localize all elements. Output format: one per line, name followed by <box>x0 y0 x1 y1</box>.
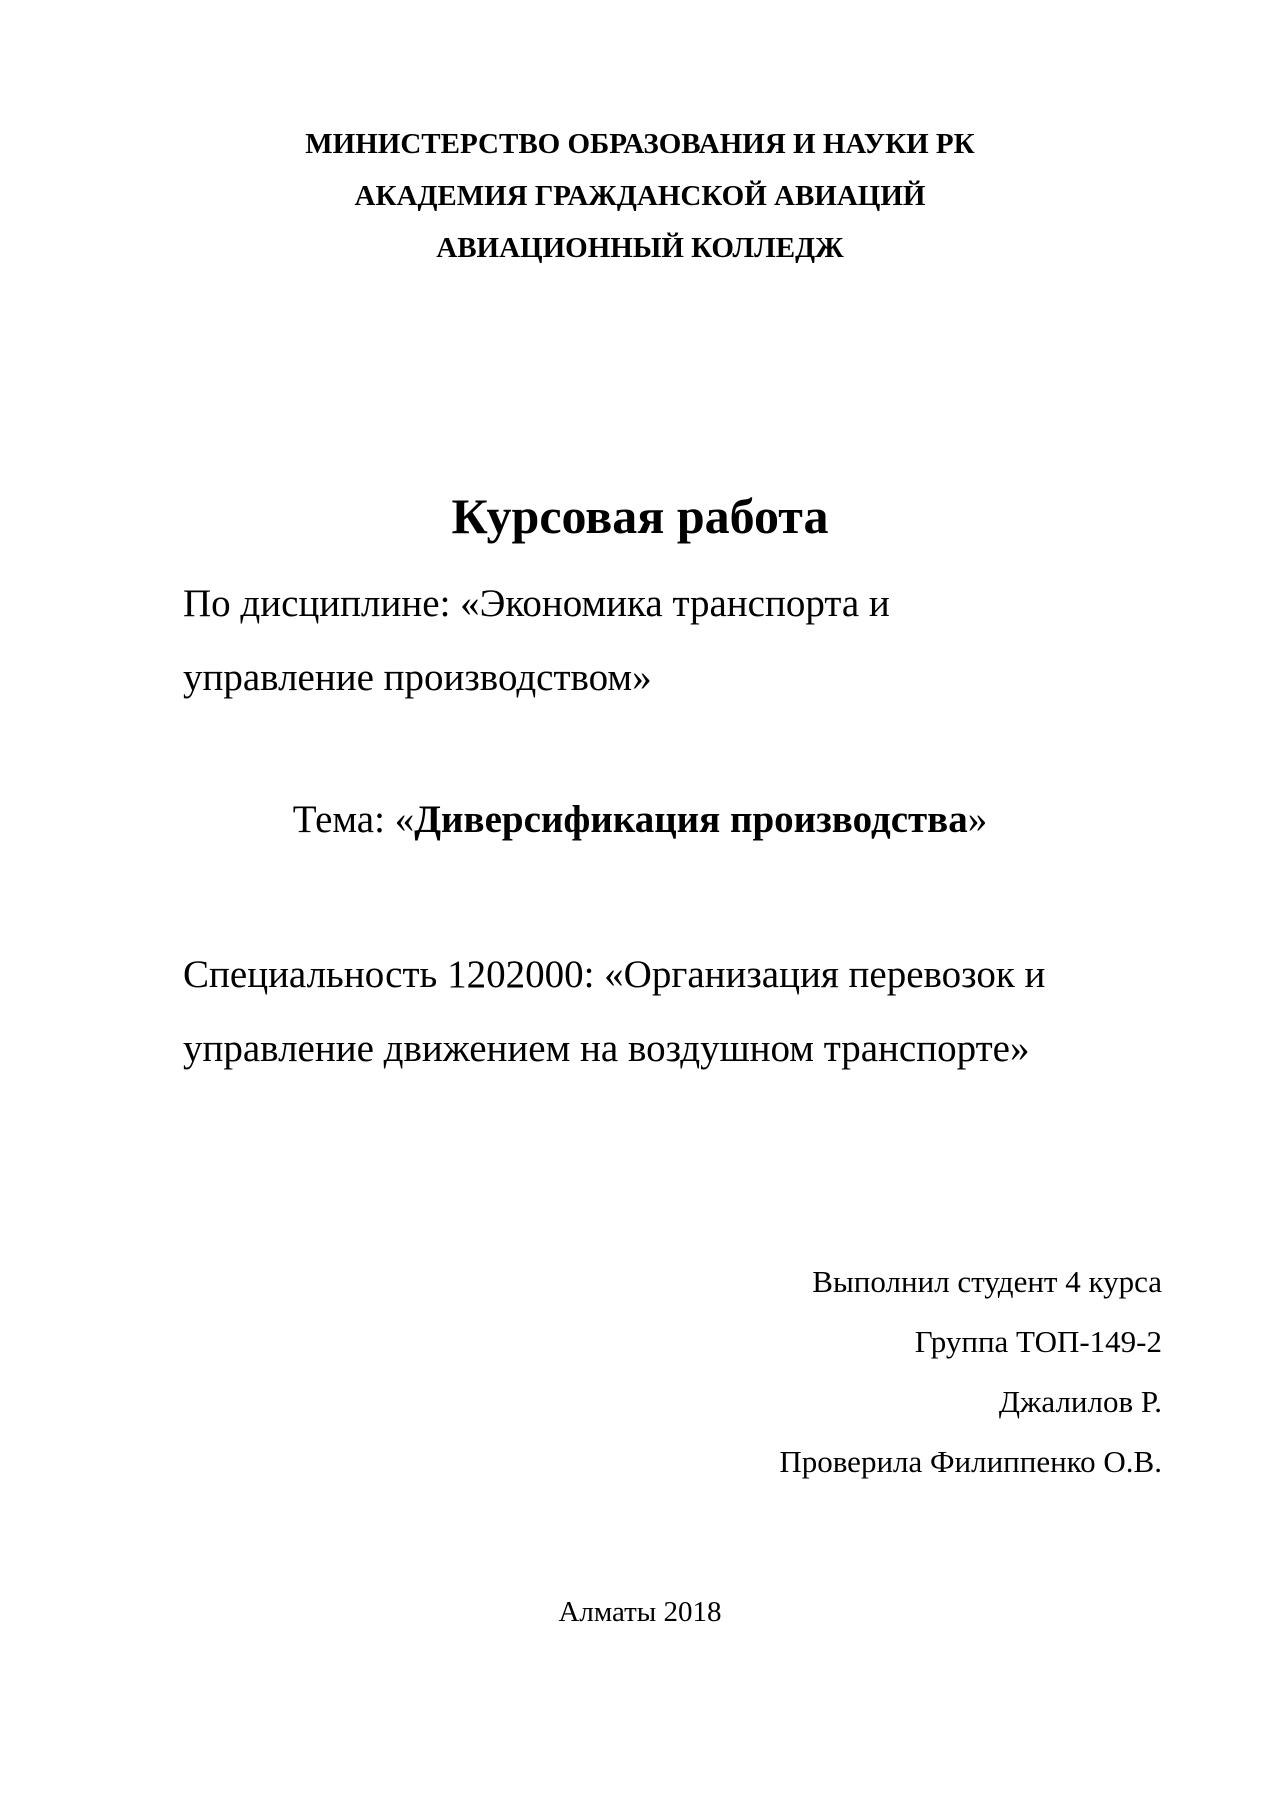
ministry-name: МИНИСТЕРСТВО ОБРАЗОВАНИЯ И НАУКИ РК <box>305 128 975 160</box>
student-course: Выполнил студент 4 курса <box>812 1264 1162 1299</box>
theme-line <box>0 790 1280 850</box>
theme-prefix: Тема: « <box>292 798 415 841</box>
college-name: АВИАЦИОННЫЙ КОЛЛЕДЖ <box>436 232 844 264</box>
student-group: Группа ТОП-149-2 <box>914 1324 1162 1359</box>
author-info <box>462 1252 1162 1492</box>
document-title: Курсовая работа <box>451 488 829 544</box>
reviewer-name: Проверила Филиппенко О.В. <box>779 1444 1162 1479</box>
discipline-line-2: управление производством» <box>183 656 652 699</box>
academy-name: АКАДЕМИЯ ГРАЖДАНСКОЙ АВИАЦИЙ <box>354 180 926 212</box>
specialty-line-2: управление движением на воздушном транспорте» <box>183 1027 1030 1070</box>
specialty-line-1: Специальность 1202000: «Организация перевозок и <box>183 953 1046 996</box>
theme-suffix: » <box>967 798 988 841</box>
institution-header <box>0 118 1280 274</box>
author-name: Джалилов Р. <box>998 1384 1162 1419</box>
discipline-block <box>183 567 1143 715</box>
city-year: Алматы 2018 <box>558 1596 722 1628</box>
theme-name: Диверсификация производства <box>414 798 968 841</box>
discipline-line-1: По дисциплине: «Экономика транспорта и <box>183 582 890 625</box>
specialty-block <box>183 938 1183 1086</box>
